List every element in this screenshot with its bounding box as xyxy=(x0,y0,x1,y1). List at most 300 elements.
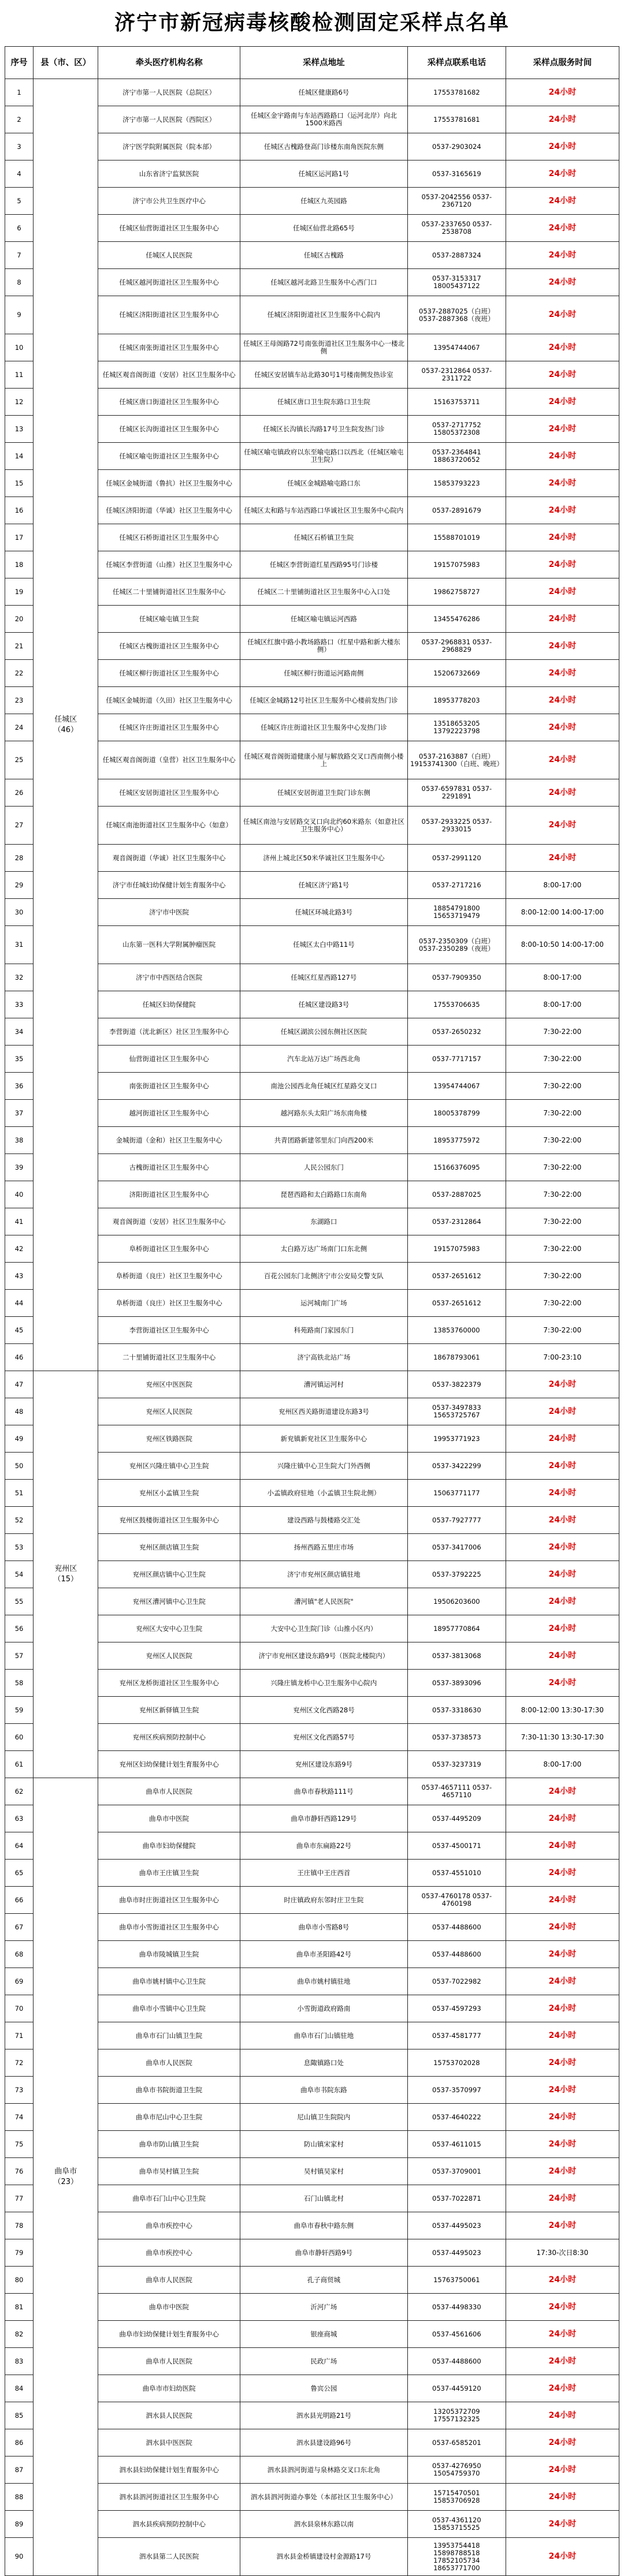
row-number: 77 xyxy=(5,2185,34,2212)
service-time: 24小时 xyxy=(506,106,619,133)
site-address: 尼山镇卫生院院内 xyxy=(240,2104,407,2131)
contact-phone: 15763750061 xyxy=(408,2267,506,2294)
contact-phone: 0537-3417006 xyxy=(408,1534,506,1561)
service-time: 24小时 xyxy=(506,269,619,296)
site-address: 泗水县泗河街道与泉林路交叉口东北角 xyxy=(240,2456,407,2484)
row-number: 42 xyxy=(5,1235,34,1263)
row-number: 8 xyxy=(5,269,34,296)
service-time: 24小时 xyxy=(506,2375,619,2402)
site-address: 泗水县金桥镇建设村金源路17号 xyxy=(240,2538,407,2576)
service-time: 24小时 xyxy=(506,1832,619,1860)
row-number: 5 xyxy=(5,188,34,215)
contact-phone: 18678793061 xyxy=(408,1344,506,1371)
contact-phone: 15206732669 xyxy=(408,660,506,687)
row-number: 31 xyxy=(5,926,34,964)
contact-phone: 0537-4581777 xyxy=(408,2022,506,2049)
service-time: 7:30-22:00 xyxy=(506,1263,619,1290)
row-number: 58 xyxy=(5,1670,34,1697)
service-time: 24小时 xyxy=(506,497,619,524)
county-cell xyxy=(34,1778,98,2576)
org-name: 曲阜市陵城镇卫生院 xyxy=(98,1941,240,1968)
service-time: 24小时 xyxy=(506,160,619,188)
site-address: 任城区柳行街道运河路南侧 xyxy=(240,660,407,687)
contact-phone: 0537-2651612 xyxy=(408,1263,506,1290)
county-count: （46） xyxy=(53,725,79,734)
contact-phone: 0537-7022982 xyxy=(408,1968,506,1995)
contact-phone: 15588701019 xyxy=(408,524,506,551)
contact-phone: 0537-7022871 xyxy=(408,2185,506,2212)
row-number: 76 xyxy=(5,2158,34,2185)
row-number: 10 xyxy=(5,334,34,361)
header-address: 采样点地址 xyxy=(240,47,407,79)
contact-phone: 15163753711 xyxy=(408,389,506,416)
org-name: 兖州区鼓楼街道社区卫生服务中心 xyxy=(98,1507,240,1534)
row-number: 11 xyxy=(5,361,34,389)
site-address: 任城区金城路12号社区卫生服务中心楼前发热门诊 xyxy=(240,687,407,714)
contact-phone: 0537-4276950 15054759370 xyxy=(408,2456,506,2484)
row-number: 79 xyxy=(5,2239,34,2267)
org-name: 曲阜市人民医院 xyxy=(98,2348,240,2375)
org-name: 兖州区妇幼保健计划生育服务中心 xyxy=(98,1751,240,1778)
site-address: 泗水县泗河街道办事处（本部社区卫生服务中心） xyxy=(240,2484,407,2511)
site-address: 沂河广场 xyxy=(240,2294,407,2321)
service-time: 8:00-10:50 14:00-17:00 xyxy=(506,926,619,964)
row-number: 37 xyxy=(5,1100,34,1127)
contact-phone: 0537-2717752 15805372308 xyxy=(408,416,506,443)
org-name: 兖州区龙桥街道社区卫生服务中心 xyxy=(98,1670,240,1697)
service-time: 7:30-22:00 xyxy=(506,1018,619,1046)
org-name: 曲阜市疾控中心 xyxy=(98,2239,240,2267)
org-name: 曲阜市姚村镇中心卫生院 xyxy=(98,1968,240,1995)
contact-phone: 0537-4551010 xyxy=(408,1860,506,1887)
contact-phone: 0537-2887324 xyxy=(408,242,506,269)
org-name: 曲阜市石门山镇卫生院 xyxy=(98,2022,240,2049)
org-name: 泗水县妇幼保健计划生育服务中心 xyxy=(98,2456,240,2484)
site-address: 小雪街道政府路南 xyxy=(240,1995,407,2022)
org-name: 泗水县疾病预防控制中心 xyxy=(98,2511,240,2538)
site-address: 扬州西路五里庄市场 xyxy=(240,1534,407,1561)
contact-phone: 0537-4640222 xyxy=(408,2104,506,2131)
contact-phone: 0537-2650232 xyxy=(408,1018,506,1046)
service-time: 24小时 xyxy=(506,807,619,845)
service-time: 24小时 xyxy=(506,334,619,361)
row-number: 51 xyxy=(5,1480,34,1507)
site-address: 曲阜市小雪路8号 xyxy=(240,1914,407,1941)
site-address: 任城区济宁路1号 xyxy=(240,872,407,899)
org-name: 兖州区小孟镇卫生院 xyxy=(98,1480,240,1507)
contact-phone: 15166376095 xyxy=(408,1154,506,1181)
row-number: 56 xyxy=(5,1615,34,1642)
service-time: 24小时 xyxy=(506,1968,619,1995)
service-time: 24小时 xyxy=(506,296,619,334)
header-org: 牵头医疗机构名称 xyxy=(98,47,240,79)
county-cell xyxy=(34,1371,98,1778)
site-address: 曲阜市书院东路 xyxy=(240,2077,407,2104)
org-name: 济宁市第一人民医院（西院区） xyxy=(98,106,240,133)
org-name: 曲阜市书院街道卫生院 xyxy=(98,2077,240,2104)
contact-phone: 0537-3237319 xyxy=(408,1751,506,1778)
contact-phone: 15853793223 xyxy=(408,470,506,497)
row-number: 35 xyxy=(5,1046,34,1073)
org-name: 任城区长沟街道社区卫生服务中心 xyxy=(98,416,240,443)
contact-phone: 13953754418 15898788518 17852105734 18653771700 xyxy=(408,2538,506,2576)
site-address: 兴隆庄镇中心卫生院大门外西侧 xyxy=(240,1453,407,1480)
org-name: 曲阜市吴村镇卫生院 xyxy=(98,2158,240,2185)
org-name: 任城区妇幼保健院 xyxy=(98,991,240,1018)
site-address: 建设西路与鼓楼路交汇处 xyxy=(240,1507,407,1534)
row-number: 29 xyxy=(5,872,34,899)
row-number: 62 xyxy=(5,1778,34,1805)
service-time: 24小时 xyxy=(506,2321,619,2348)
row-number: 78 xyxy=(5,2212,34,2239)
service-time: 24小时 xyxy=(506,2022,619,2049)
site-address: 曲阜市静轩西路9号 xyxy=(240,2239,407,2267)
row-number: 54 xyxy=(5,1561,34,1588)
contact-phone: 0537-7927777 xyxy=(408,1507,506,1534)
service-time: 17:30-次日8:30 xyxy=(506,2239,619,2267)
site-address: 任城区南池与安居路交叉口向北约60米路东（如意社区卫生服务中心） xyxy=(240,807,407,845)
contact-phone: 0537-2891679 xyxy=(408,497,506,524)
contact-phone: 19953771923 xyxy=(408,1425,506,1453)
site-address: 兖州区建设东路9号 xyxy=(240,1751,407,1778)
org-name: 兖州区人民医院 xyxy=(98,1398,240,1425)
org-name: 兖州区人民医院 xyxy=(98,1642,240,1670)
service-time: 24小时 xyxy=(506,1398,619,1425)
site-address: 太白路万达广场南门口东北侧 xyxy=(240,1235,407,1263)
county-count: （15） xyxy=(53,1575,79,1584)
site-address: 曲阜市春秋中路东侧 xyxy=(240,2212,407,2239)
contact-phone: 18957770864 xyxy=(408,1615,506,1642)
org-name: 任城区喻屯街道社区卫生服务中心 xyxy=(98,443,240,470)
row-number: 70 xyxy=(5,1995,34,2022)
contact-phone: 0537-3318630 xyxy=(408,1697,506,1724)
row-number: 24 xyxy=(5,714,34,741)
contact-phone: 19157075983 xyxy=(408,1235,506,1263)
row-number: 75 xyxy=(5,2131,34,2158)
contact-phone: 0537-3570997 xyxy=(408,2077,506,2104)
contact-phone: 0537-7717157 xyxy=(408,1046,506,1073)
contact-phone: 13954744067 xyxy=(408,1073,506,1100)
contact-phone: 13455476286 xyxy=(408,606,506,633)
site-address: 琵琶西路和太白路路口东南角 xyxy=(240,1181,407,1208)
row-number: 61 xyxy=(5,1751,34,1778)
service-time: 24小时 xyxy=(506,1887,619,1914)
contact-phone: 0537-2903024 xyxy=(408,133,506,160)
org-name: 曲阜市市妇幼医院 xyxy=(98,2375,240,2402)
service-time: 24小时 xyxy=(506,1453,619,1480)
site-address: 百花公园东门北侧济宁市公安局交警支队 xyxy=(240,1263,407,1290)
service-time: 24小时 xyxy=(506,2267,619,2294)
county-cell xyxy=(34,79,98,1371)
county-name: 曲阜市 xyxy=(54,2167,77,2176)
contact-phone: 0537-3497833 15653725767 xyxy=(408,1398,506,1425)
service-time: 24小时 xyxy=(506,524,619,551)
row-number: 52 xyxy=(5,1507,34,1534)
contact-phone: 13518653205 13792223798 xyxy=(408,714,506,741)
site-address: 汽车北站万达广场西北角 xyxy=(240,1046,407,1073)
row-number: 69 xyxy=(5,1968,34,1995)
org-name: 任城区观音阁街道（皇营）社区卫生服务中心 xyxy=(98,741,240,779)
site-address: 任城区李营街道红星西路95号门诊楼 xyxy=(240,551,407,578)
contact-phone: 0537-4495209 xyxy=(408,1805,506,1832)
site-address: 科苑路南门家园东门 xyxy=(240,1317,407,1344)
service-time: 24小时 xyxy=(506,416,619,443)
service-time: 24小时 xyxy=(506,714,619,741)
site-address: 小孟镇政府驻地（小孟镇卫生院北侧） xyxy=(240,1480,407,1507)
org-name: 曲阜市中医院 xyxy=(98,2294,240,2321)
contact-phone: 13853760000 xyxy=(408,1317,506,1344)
contact-phone: 17553706635 xyxy=(408,991,506,1018)
org-name: 兖州区大安中心卫生院 xyxy=(98,1615,240,1642)
org-name: 古槐街道社区卫生服务中心 xyxy=(98,1154,240,1181)
org-name: 任城区南张街道社区卫生服务中心 xyxy=(98,334,240,361)
site-address: 民政广场 xyxy=(240,2348,407,2375)
service-time: 24小时 xyxy=(506,2402,619,2429)
row-number: 55 xyxy=(5,1588,34,1615)
site-address: 任城区环城北路3号 xyxy=(240,899,407,926)
row-number: 43 xyxy=(5,1263,34,1290)
row-number: 83 xyxy=(5,2348,34,2375)
org-name: 曲阜市人民医院 xyxy=(98,2267,240,2294)
table-body xyxy=(5,79,619,2576)
service-time: 24小时 xyxy=(506,443,619,470)
service-time: 7:30-22:00 xyxy=(506,1127,619,1154)
service-time: 7:30-22:00 xyxy=(506,1073,619,1100)
site-address: 任城区古槐路登高门诊楼东南角医院东侧 xyxy=(240,133,407,160)
row-number: 90 xyxy=(5,2538,34,2576)
row-number: 9 xyxy=(5,296,34,334)
service-time: 7:30-22:00 xyxy=(506,1181,619,1208)
site-address: 任城区安居镇车站北路30号1号楼南侧发热诊室 xyxy=(240,361,407,389)
org-name: 任城区越河街道社区卫生服务中心 xyxy=(98,269,240,296)
row-number: 14 xyxy=(5,443,34,470)
site-address: 任城区越河北路卫生服务中心西门口 xyxy=(240,269,407,296)
site-address: 曲阜市姚村镇驻地 xyxy=(240,1968,407,1995)
contact-phone: 0537-6597831 0537-2291891 xyxy=(408,779,506,807)
service-time: 24小时 xyxy=(506,779,619,807)
org-name: 任城区安居街道社区卫生服务中心 xyxy=(98,779,240,807)
contact-phone: 0537-4495023 xyxy=(408,2212,506,2239)
row-number: 27 xyxy=(5,807,34,845)
site-address: 漕河镇运河村 xyxy=(240,1371,407,1398)
row-number: 63 xyxy=(5,1805,34,1832)
service-time: 24小时 xyxy=(506,2131,619,2158)
site-address: 任城区金城路喻屯路口东 xyxy=(240,470,407,497)
row-number: 44 xyxy=(5,1290,34,1317)
org-name: 泗水县中医医院 xyxy=(98,2429,240,2456)
site-address: 鲁宾公园 xyxy=(240,2375,407,2402)
service-time: 24小时 xyxy=(506,2049,619,2077)
service-time: 24小时 xyxy=(506,1995,619,2022)
row-number: 40 xyxy=(5,1181,34,1208)
row-number: 64 xyxy=(5,1832,34,1860)
sampling-sites-table xyxy=(5,46,619,2576)
contact-phone: 0537-4500171 xyxy=(408,1832,506,1860)
org-name: 任城区石桥街道社区卫生服务中心 xyxy=(98,524,240,551)
row-number: 13 xyxy=(5,416,34,443)
service-time: 24小时 xyxy=(506,2185,619,2212)
row-number: 22 xyxy=(5,660,34,687)
row-number: 71 xyxy=(5,2022,34,2049)
site-address: 任城区唐口卫生院东路口卫生院 xyxy=(240,389,407,416)
service-time: 7:30-22:00 xyxy=(506,1317,619,1344)
site-address: 济宁市兖州区建设东路9号（医院北楼院内） xyxy=(240,1642,407,1670)
service-time: 24小时 xyxy=(506,361,619,389)
site-address: 任城区湖滨公园东侧社区医院 xyxy=(240,1018,407,1046)
service-time: 24小时 xyxy=(506,470,619,497)
org-name: 曲阜市时庄街道社区卫生服务中心 xyxy=(98,1887,240,1914)
site-address: 曲阜市东扁路22号 xyxy=(240,1832,407,1860)
site-address: 新兖镇新兖社区卫生服务中心 xyxy=(240,1425,407,1453)
contact-phone: 17553781682 xyxy=(408,79,506,106)
org-name: 曲阜市尼山中心卫生院 xyxy=(98,2104,240,2131)
row-number: 68 xyxy=(5,1941,34,1968)
county-count: （23） xyxy=(53,2177,79,2186)
org-name: 任城区许庄街道社区卫生服务中心 xyxy=(98,714,240,741)
site-address: 任城区太白中路11号 xyxy=(240,926,407,964)
service-time: 24小时 xyxy=(506,1941,619,1968)
org-name: 任城区南池街道社区卫生服务中心（如意） xyxy=(98,807,240,845)
service-time: 7:30-22:00 xyxy=(506,1208,619,1235)
site-address: 吴村镇吴家村 xyxy=(240,2158,407,2185)
contact-phone: 0537-2991120 xyxy=(408,845,506,872)
contact-phone: 0537-4488600 xyxy=(408,1914,506,1941)
org-name: 兖州区颜店镇卫生院 xyxy=(98,1534,240,1561)
contact-phone: 13954744067 xyxy=(408,334,506,361)
org-name: 任城区观音阁街道（安居）社区卫生服务中心 xyxy=(98,361,240,389)
site-address: 曲阜市石门山镇驻地 xyxy=(240,2022,407,2049)
contact-phone: 0537-2651612 xyxy=(408,1290,506,1317)
service-time: 7:30-22:00 xyxy=(506,1235,619,1263)
site-address: 曲阜市圣阳路42号 xyxy=(240,1941,407,1968)
site-address: 任城区运河路1号 xyxy=(240,160,407,188)
org-name: 济宁市中西医结合医院 xyxy=(98,964,240,991)
org-name: 济阳街道社区卫生服务中心 xyxy=(98,1181,240,1208)
service-time: 24小时 xyxy=(506,242,619,269)
contact-phone: 0537-4459120 xyxy=(408,2375,506,2402)
site-address: 任城区王母阁路72号南张街道社区卫生服务中心一楼北侧 xyxy=(240,334,407,361)
service-time: 7:30-22:00 xyxy=(506,1290,619,1317)
contact-phone: 0537-4488600 xyxy=(408,2348,506,2375)
table-row xyxy=(5,79,619,106)
contact-phone: 15063771177 xyxy=(408,1480,506,1507)
org-name: 曲阜市中医院 xyxy=(98,1805,240,1832)
site-address: 任城区许庄街道社区卫生服务中心发热门诊 xyxy=(240,714,407,741)
site-address: 任城区长沟镇长沟路17号卫生院发热门诊 xyxy=(240,416,407,443)
row-number: 28 xyxy=(5,845,34,872)
table-row xyxy=(5,1778,619,1805)
service-time: 24小时 xyxy=(506,79,619,106)
service-time: 24小时 xyxy=(506,1371,619,1398)
header-row xyxy=(5,47,619,79)
row-number: 19 xyxy=(5,578,34,606)
service-time: 24小时 xyxy=(506,1561,619,1588)
site-address: 任城区建设路3号 xyxy=(240,991,407,1018)
service-time: 24小时 xyxy=(506,741,619,779)
service-time: 24小时 xyxy=(506,133,619,160)
org-name: 任城区古槐街道社区卫生服务中心 xyxy=(98,633,240,660)
site-address: 曲阜市静轩西路129号 xyxy=(240,1805,407,1832)
service-time: 24小时 xyxy=(506,2538,619,2576)
row-number: 12 xyxy=(5,389,34,416)
contact-phone: 18953778203 xyxy=(408,687,506,714)
org-name: 金城街道（金和）社区卫生服务中心 xyxy=(98,1127,240,1154)
site-address: 兴隆庄镇龙桥中心卫生服务中心院内 xyxy=(240,1670,407,1697)
row-number: 46 xyxy=(5,1344,34,1371)
service-time: 8:00-17:00 xyxy=(506,1751,619,1778)
contact-phone: 0537-4760178 0537-4760198 xyxy=(408,1887,506,1914)
row-number: 72 xyxy=(5,2049,34,2077)
site-address: 任城区健康路6号 xyxy=(240,79,407,106)
org-name: 兖州区兴隆庄镇中心卫生院 xyxy=(98,1453,240,1480)
site-address: 石门山镇北村 xyxy=(240,2185,407,2212)
org-name: 李营街道社区卫生服务中心 xyxy=(98,1317,240,1344)
org-name: 兖州区铁路医院 xyxy=(98,1425,240,1453)
contact-phone: 0537-4561606 xyxy=(408,2321,506,2348)
site-address: 孔子商贸城 xyxy=(240,2267,407,2294)
contact-phone: 13205372709 17557132325 xyxy=(408,2402,506,2429)
row-number: 3 xyxy=(5,133,34,160)
contact-phone: 0537-3792225 xyxy=(408,1561,506,1588)
service-time: 24小时 xyxy=(506,1642,619,1670)
contact-phone: 0537-2042556 0537-2367120 xyxy=(408,188,506,215)
service-time: 24小时 xyxy=(506,2484,619,2511)
contact-phone: 0537-2364841 18863720652 xyxy=(408,443,506,470)
row-number: 33 xyxy=(5,991,34,1018)
contact-phone: 0537-2933225 0537-2933015 xyxy=(408,807,506,845)
row-number: 34 xyxy=(5,1018,34,1046)
site-address: 济州上城北区50米华诚社区卫生服务中心 xyxy=(240,845,407,872)
contact-phone: 0537-4488600 xyxy=(408,1941,506,1968)
org-name: 济宁市任城妇幼保健计划生育服务中心 xyxy=(98,872,240,899)
row-number: 57 xyxy=(5,1642,34,1670)
service-time: 24小时 xyxy=(506,1615,619,1642)
site-address: 任城区观音阁街道健康小屋与解放路交叉口西南侧小楼上 xyxy=(240,741,407,779)
contact-phone: 0537-2968831 0537-2968829 xyxy=(408,633,506,660)
site-address: 济宁市兖州区颜店镇驻地 xyxy=(240,1561,407,1588)
service-time: 7:30-22:00 xyxy=(506,1100,619,1127)
contact-phone: 0537-2337650 0537-2538708 xyxy=(408,215,506,242)
contact-phone: 0537-2887025（白班） 0537-2887368（夜班） xyxy=(408,296,506,334)
row-number: 84 xyxy=(5,2375,34,2402)
row-number: 85 xyxy=(5,2402,34,2429)
org-name: 兖州区漕河镇中心卫生院 xyxy=(98,1588,240,1615)
site-address: 任城区红星西路127号 xyxy=(240,964,407,991)
site-address: 任城区太和路与车站西路口华诚社区卫生服务中心院内 xyxy=(240,497,407,524)
header-no: 序号 xyxy=(5,47,34,79)
service-time: 24小时 xyxy=(506,551,619,578)
site-address: 任城区安居街道卫生院门诊东侧 xyxy=(240,779,407,807)
site-address: 任城区红旗中路小教场路路口（红星中路和新大楼东侧） xyxy=(240,633,407,660)
org-name: 济宁医学院附属医院（院本部） xyxy=(98,133,240,160)
site-address: 人民公园东门 xyxy=(240,1154,407,1181)
row-number: 36 xyxy=(5,1073,34,1100)
service-time: 24小时 xyxy=(506,660,619,687)
service-time: 8:00-12:00 13:30-17:30 xyxy=(506,1697,619,1724)
service-time: 24小时 xyxy=(506,2456,619,2484)
org-name: 任城区人民医院 xyxy=(98,242,240,269)
contact-phone: 0537-4495023 xyxy=(408,2239,506,2267)
service-time: 24小时 xyxy=(506,1778,619,1805)
org-name: 兖州区新驿镇卫生院 xyxy=(98,1697,240,1724)
org-name: 曲阜市防山镇卫生院 xyxy=(98,2131,240,2158)
org-name: 泗水县第二人民医院 xyxy=(98,2538,240,2576)
contact-phone: 18854791800 15653719479 xyxy=(408,899,506,926)
row-number: 59 xyxy=(5,1697,34,1724)
row-number: 38 xyxy=(5,1127,34,1154)
org-name: 济宁市公共卫生医疗中心 xyxy=(98,188,240,215)
org-name: 任城区二十里铺街道社区卫生服务中心 xyxy=(98,578,240,606)
